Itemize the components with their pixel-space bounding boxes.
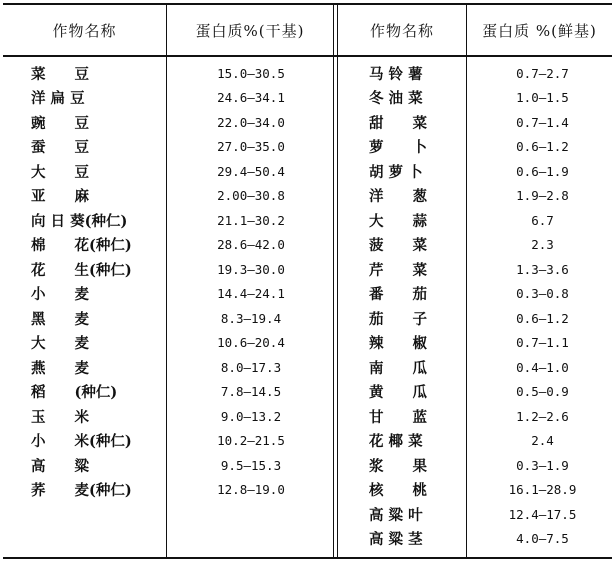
right-protein-value: 4.0—7.5 [516,531,569,547]
right-crop-name: 马 铃 薯 [369,65,423,83]
right-crop-name: 甜 菜 [369,114,427,132]
left-protein-value: 10.2—21.5 [217,433,285,449]
right-crop-name: 胡 萝 卜 [369,163,423,181]
header-rule [3,55,612,57]
left-crop-name: 亚 麻 [31,188,89,206]
left-protein-value: 14.4—24.1 [217,286,285,302]
right-protein-value: 0.3—0.8 [516,286,569,302]
right-crop-name: 冬 油 菜 [369,90,423,108]
left-protein-value: 19.3—30.0 [217,261,285,277]
table-row [3,331,612,356]
right-protein-value: 12.4—17.5 [508,506,577,522]
right-protein-value: 0.7—1.1 [516,335,569,351]
left-crop-name: 花 生(种仁) [31,261,132,279]
left-protein-value: 28.6—42.0 [217,237,285,253]
table-row [3,184,612,209]
right-crop-name: 花 椰 菜 [369,433,423,451]
header-protein-fresh: 蛋白质 %(鲜基) [482,21,597,40]
left-crop-name: 豌 豆 [31,114,89,132]
right-crop-name: 高 粱 叶 [369,506,423,524]
right-crop-name: 辣 椒 [369,335,427,353]
right-crop-name: 南 瓜 [369,359,427,377]
right-protein-value: 0.5—0.9 [516,384,569,400]
right-protein-value: 6.7 [531,212,554,228]
left-protein-value: 10.6—20.4 [217,335,285,351]
table-row [3,282,612,307]
protein-table [3,3,612,560]
right-protein-value: 0.6—1.9 [516,163,569,179]
right-crop-name: 茄 子 [369,310,427,328]
table-row [3,306,612,331]
table-row [3,527,612,552]
right-protein-value: 0.6—1.2 [516,139,569,155]
left-protein-value: 9.0—13.2 [220,408,282,424]
right-protein-value: 16.1—28.9 [508,482,577,498]
table-row [3,355,612,380]
left-protein-value: 2.00—30.8 [217,188,285,204]
left-crop-name: 棉 花(种仁) [31,237,132,255]
table-row [3,478,612,503]
table-row [3,86,612,111]
left-protein-value: 12.8—19.0 [217,482,285,498]
right-protein-value: 1.9—2.8 [516,188,569,204]
left-crop-name: 向 日 葵(种仁) [31,212,128,230]
left-crop-name: 小 米(种仁) [31,433,132,451]
left-crop-name: 稻 (种仁) [31,384,118,402]
top-rule [3,3,612,5]
left-crop-name: 蚕 豆 [31,139,89,157]
header-protein-dry: 蛋白质%(干基) [195,21,305,40]
table-row [3,502,612,527]
right-protein-value: 0.4—1.0 [516,359,569,375]
right-protein-value: 0.7—1.4 [516,114,569,130]
table-body [3,61,612,551]
left-protein-value: 7.8—14.5 [220,384,282,400]
right-crop-name: 大 蒜 [369,212,427,230]
right-protein-value: 0.3—1.9 [516,457,569,473]
left-protein-value: 8.0—17.3 [220,359,282,375]
right-crop-name: 黄 瓜 [369,384,427,402]
right-crop-name: 核 桃 [369,482,427,500]
right-crop-name: 洋 葱 [369,188,427,206]
left-crop-name: 黑 麦 [31,310,89,328]
left-crop-name: 高 粱 [31,457,89,475]
left-protein-value: 21.1—30.2 [217,212,285,228]
table-row [3,453,612,478]
left-protein-value: 22.0—34.0 [217,114,285,130]
right-protein-value: 2.3 [531,237,554,253]
left-crop-name: 大 豆 [31,163,89,181]
right-crop-name: 番 茄 [369,286,427,304]
header-crop-name-left: 作物名称 [52,21,117,40]
table-row [3,404,612,429]
left-protein-value: 27.0—35.0 [217,139,285,155]
table-row [3,233,612,258]
left-protein-value: 15.0—30.5 [217,65,285,81]
left-crop-name: 玉 米 [31,408,89,426]
right-crop-name: 萝 卜 [369,139,427,157]
right-protein-value: 0.6—1.2 [516,310,569,326]
right-crop-name: 芹 菜 [369,261,427,279]
right-protein-value: 2.4 [531,433,554,449]
right-crop-name: 浆 果 [369,457,427,475]
right-crop-name: 菠 菜 [369,237,427,255]
right-protein-value: 1.2—2.6 [516,408,569,424]
table-row [3,429,612,454]
right-protein-value: 1.0—1.5 [516,90,569,106]
left-crop-name: 洋 扁 豆 [31,90,85,108]
table-row [3,380,612,405]
left-crop-name: 燕 麦 [31,359,89,377]
header-crop-name-right: 作物名称 [369,21,434,40]
bottom-rule [3,557,612,559]
table-row [3,208,612,233]
left-crop-name: 荞 麦(种仁) [31,482,132,500]
left-crop-name: 大 麦 [31,335,89,353]
left-protein-value: 9.5—15.3 [220,457,282,473]
table-row [3,110,612,135]
right-protein-value: 0.7—2.7 [516,65,569,81]
table-row [3,61,612,86]
table-row [3,159,612,184]
right-protein-value: 1.3—3.6 [516,261,569,277]
left-protein-value: 8.3—19.4 [220,310,282,326]
right-crop-name: 甘 蓝 [369,408,427,426]
left-protein-value: 29.4—50.4 [217,163,285,179]
left-protein-value: 24.6—34.1 [217,90,285,106]
left-crop-name: 小 麦 [31,286,89,304]
table-row [3,257,612,282]
table-row [3,135,612,160]
left-crop-name: 菜 豆 [31,65,89,83]
right-crop-name: 高 粱 茎 [369,531,423,549]
